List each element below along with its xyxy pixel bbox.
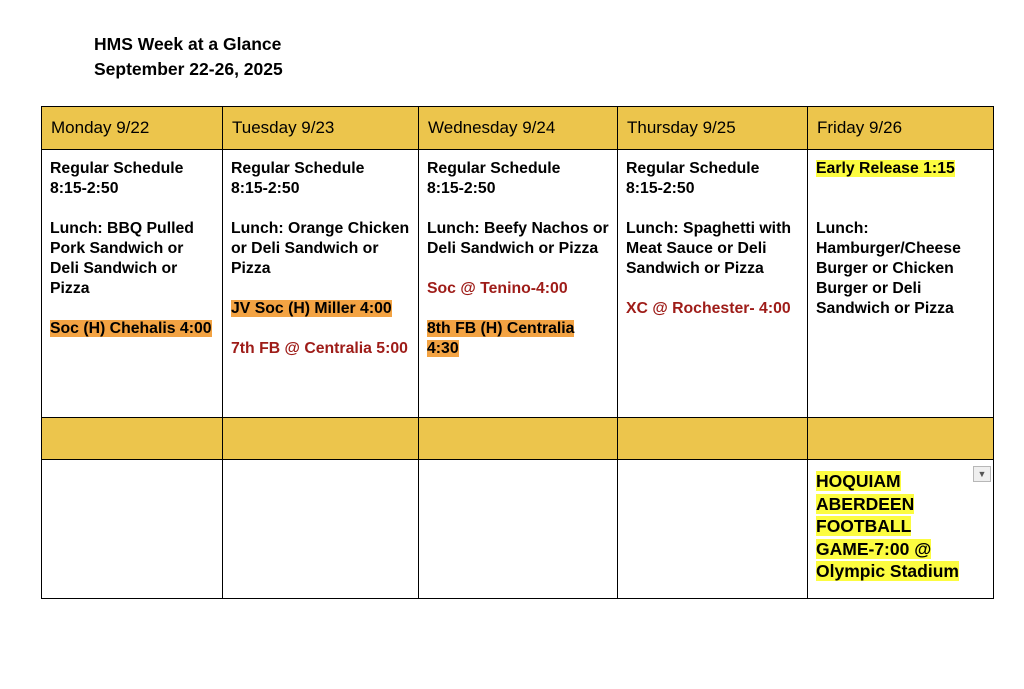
friday-lunch: Lunch: Hamburger/Cheese Burger or Chicken Burger or Deli Sandwich or Pizza — [816, 220, 961, 317]
tuesday-schedule — [231, 159, 410, 199]
wednesday-cell — [419, 150, 618, 418]
monday-schedule-time: 8:15-2:50 — [50, 180, 119, 197]
title-line-2: September 22-26, 2025 — [94, 59, 283, 79]
friday-game-cell[interactable] — [808, 460, 994, 599]
chevron-down-icon[interactable]: ▼ — [973, 466, 991, 482]
tuesday-cell — [223, 150, 419, 418]
day-header-tuesday: Tuesday 9/23 — [223, 107, 419, 150]
day-header-friday: Friday 9/26 — [808, 107, 994, 150]
document-title — [94, 32, 283, 82]
separator-cell — [223, 418, 419, 460]
week-schedule-table — [41, 106, 994, 599]
day-header-wednesday: Wednesday 9/24 — [419, 107, 618, 150]
separator-cell — [419, 418, 618, 460]
schedule-row — [42, 150, 994, 418]
wednesday-schedule-label: Regular Schedule — [427, 160, 561, 177]
extra-events-row — [42, 460, 994, 599]
wednesday-schedule-time: 8:15-2:50 — [427, 180, 496, 197]
monday-event-1-text: Soc (H) Chehalis 4:00 — [50, 320, 212, 337]
wednesday-event-1: Soc @ Tenino-4:00 — [427, 280, 568, 297]
monday-cell — [42, 150, 223, 418]
tuesday-lunch: Lunch: Orange Chicken or Deli Sandwich or Pizza — [231, 220, 410, 277]
wednesday-event-2-text: 8th FB (H) Centralia 4:30 — [427, 320, 575, 357]
empty-cell — [618, 460, 808, 599]
friday-cell — [808, 150, 994, 418]
tuesday-event-1-text: JV Soc (H) Miller 4:00 — [231, 300, 392, 317]
day-header-monday: Monday 9/22 — [42, 107, 223, 150]
empty-cell — [42, 460, 223, 599]
monday-schedule — [50, 159, 214, 199]
thursday-cell — [618, 150, 808, 418]
thursday-lunch: Lunch: Spaghetti with Meat Sauce or Deli Sandwich or Pizza — [626, 220, 791, 277]
tuesday-event-2: 7th FB @ Centralia 5:00 — [231, 340, 408, 357]
friday-game — [816, 470, 985, 583]
friday-game-text: HOQUIAM ABERDEEN FOOTBALL GAME-7:00 @ Olympic Stadium — [816, 471, 959, 581]
empty-cell — [223, 460, 419, 599]
thursday-schedule-label: Regular Schedule — [626, 160, 760, 177]
friday-schedule — [816, 159, 985, 179]
day-header-thursday: Thursday 9/25 — [618, 107, 808, 150]
separator-cell — [808, 418, 994, 460]
title-line-1: HMS Week at a Glance — [94, 34, 282, 54]
tuesday-event-1 — [231, 299, 410, 319]
tuesday-schedule-label: Regular Schedule — [231, 160, 365, 177]
tuesday-schedule-time: 8:15-2:50 — [231, 180, 300, 197]
wednesday-event-2 — [427, 319, 609, 359]
thursday-schedule-time: 8:15-2:50 — [626, 180, 695, 197]
day-header-row — [42, 107, 994, 150]
monday-schedule-label: Regular Schedule — [50, 160, 184, 177]
empty-cell — [419, 460, 618, 599]
separator-cell — [42, 418, 223, 460]
monday-lunch: Lunch: BBQ Pulled Pork Sandwich or Deli Sandwich or Pizza — [50, 220, 194, 297]
friday-schedule-text: Early Release 1:15 — [816, 160, 955, 177]
monday-event-1 — [50, 319, 214, 339]
separator-row — [42, 418, 994, 460]
thursday-event-1: XC @ Rochester- 4:00 — [626, 300, 791, 317]
wednesday-lunch: Lunch: Beefy Nachos or Deli Sandwich or Pizza — [427, 220, 609, 257]
thursday-schedule — [626, 159, 799, 199]
wednesday-schedule — [427, 159, 609, 199]
separator-cell — [618, 418, 808, 460]
